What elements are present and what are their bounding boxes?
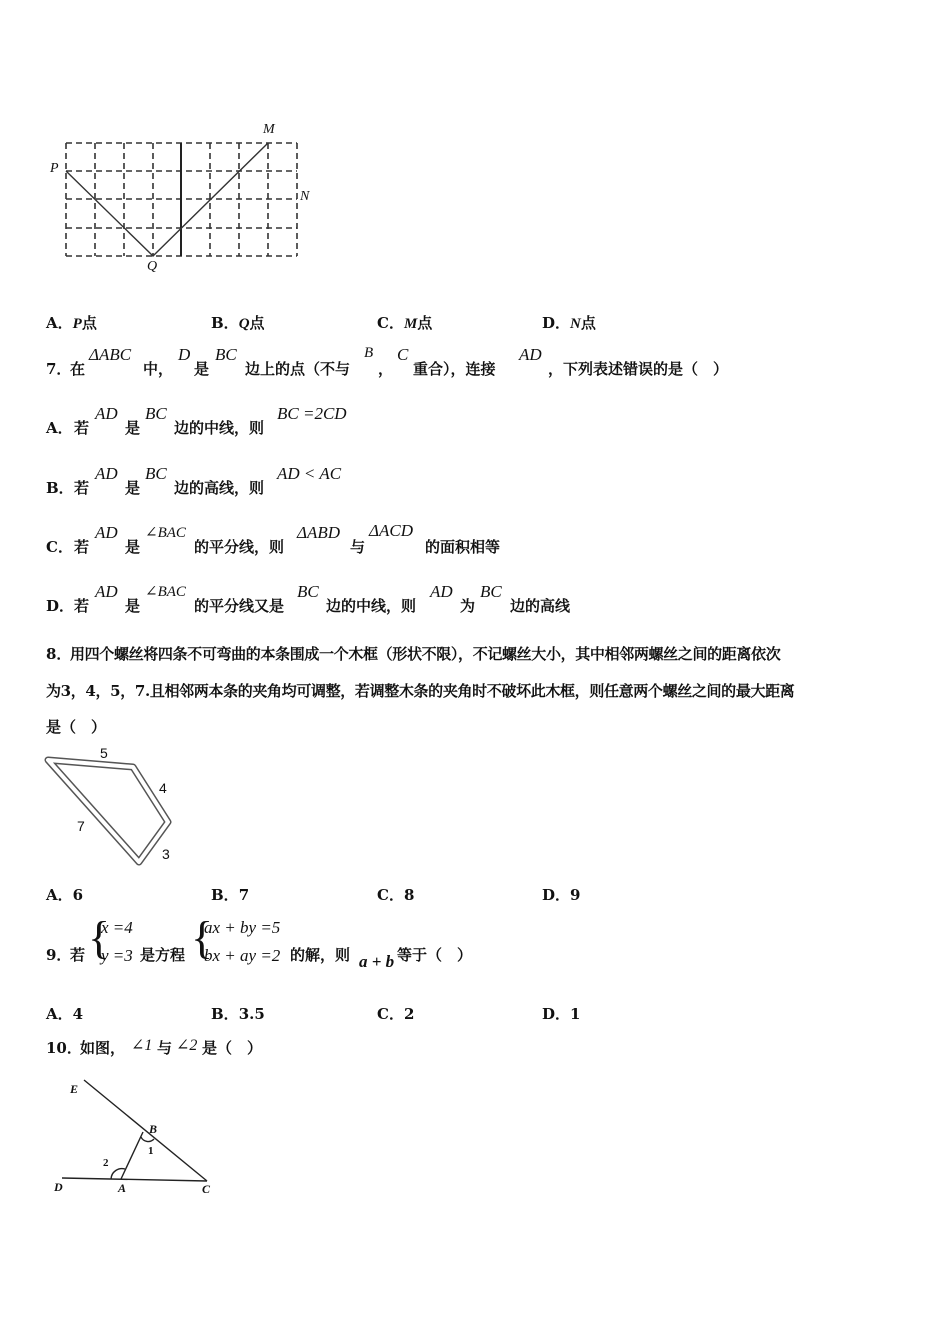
angle-1-label: 1 [148, 1145, 154, 1157]
option-text: 与 [350, 538, 366, 556]
option-value: 4 [72, 1005, 84, 1023]
option-letter: D． [542, 314, 571, 332]
angle-lines [62, 1080, 207, 1181]
option-math: AD < AC [277, 464, 342, 483]
option-value: 2 [403, 1005, 415, 1023]
option-math: ΔACD [369, 521, 413, 540]
option-math: ∠BAC [145, 525, 186, 541]
option-letter: D． [46, 597, 75, 615]
option-letter: D． [542, 1005, 571, 1023]
option-math: AD [95, 464, 118, 483]
option-letter: A． [46, 886, 73, 904]
stem-math: D [178, 345, 191, 364]
option-suffix: 点 [81, 314, 97, 332]
point-n-label: N [300, 189, 310, 204]
question-number: 10． [46, 1039, 82, 1057]
option-math: AD [95, 523, 118, 542]
option-math: BC =2CD [277, 404, 347, 423]
option-text: 若 [74, 419, 90, 437]
question-number: 7． [46, 360, 72, 378]
system-brace-1: { [88, 912, 111, 963]
side-label-5: 5 [100, 745, 108, 761]
side-label-3: 3 [162, 846, 170, 862]
option-letter: A． [46, 419, 73, 437]
option-math: AD [95, 404, 118, 423]
option-point: N [570, 316, 581, 332]
option-letter: B． [211, 1005, 239, 1023]
option-suffix: 点 [249, 314, 265, 332]
option-text: 若 [74, 479, 90, 497]
system-1-eq-2: y =3 [101, 946, 133, 965]
option-text: 若 [74, 538, 90, 556]
option-math: BC [145, 464, 167, 483]
option-text: 边的中线，则 [174, 419, 265, 437]
stem-text: 边上的点（不与 [245, 360, 351, 378]
stem-text: 如图， [80, 1039, 126, 1057]
point-a-label: A [118, 1181, 127, 1195]
stem-text: ， [378, 360, 394, 378]
point-b-label: B [149, 1122, 158, 1136]
option-letter: A． [46, 314, 73, 332]
stem-math: ∠1 [131, 1037, 153, 1054]
side-label-4: 4 [159, 780, 167, 796]
option-text: 是 [125, 419, 141, 437]
option-value: 6 [72, 886, 84, 904]
option-math: AD [430, 582, 453, 601]
stem-math: a + b [359, 952, 395, 971]
stem-math: B [364, 345, 374, 361]
option-math: BC [480, 582, 502, 601]
option-letter: A． [46, 1005, 73, 1023]
stem-text: 重合），连接 [413, 360, 496, 378]
stem-text: 若 [70, 946, 86, 964]
stem-line-3: 是（ ） [46, 718, 107, 736]
point-m-label: M [263, 122, 275, 137]
point-e-label: E [70, 1082, 79, 1096]
option-letter: B． [211, 314, 239, 332]
point-c-label: C [202, 1182, 211, 1196]
stem-text: 在 [70, 360, 86, 378]
point-p-label: P [50, 161, 59, 176]
option-value: 8 [403, 886, 415, 904]
stem-text: 的解，则 [290, 946, 351, 964]
stem-line-1: 用四个螺丝将四条不可弯曲的本条围成一个木框（形状不限），不记螺丝大小，其中相邻两螺丝之间的距离依次 [70, 645, 781, 663]
option-math: ∠BAC [145, 584, 186, 600]
stem-math: C [397, 345, 409, 364]
stem-text: 与 [157, 1039, 173, 1057]
stem-text: 中， [143, 360, 174, 378]
option-value: 9 [570, 886, 581, 904]
option-letter: C． [377, 314, 404, 332]
option-text: 的平分线，则 [194, 538, 285, 556]
option-text: 边的高线 [510, 597, 571, 615]
system-2-eq-1: ax + by =5 [204, 918, 281, 937]
option-value: 1 [570, 1005, 581, 1023]
option-letter: B． [46, 479, 74, 497]
option-point: Q [238, 316, 250, 332]
point-q-label: Q [147, 259, 158, 274]
option-math: ΔABD [297, 523, 341, 542]
system-2-eq-2: bx + ay =2 [204, 946, 281, 965]
option-value: 3.5 [238, 1005, 265, 1023]
system-1-eq-1: x =4 [101, 918, 133, 937]
side-label-7: 7 [77, 818, 85, 834]
option-text: 边的高线，则 [174, 479, 265, 497]
option-value: 7 [238, 886, 250, 904]
option-text: 是 [125, 538, 141, 556]
option-point: M [403, 316, 418, 332]
option-suffix: 点 [580, 314, 596, 332]
option-text: 的平分线又是 [194, 597, 285, 615]
option-text: 若 [74, 597, 90, 615]
angle-2-label: 2 [103, 1157, 109, 1169]
stem-math: BC [215, 345, 237, 364]
option-letter: B． [211, 886, 239, 904]
option-math: BC [145, 404, 167, 423]
question-number: 9． [46, 946, 72, 964]
option-math: BC [297, 582, 319, 601]
stem-text: ，下列表述错误的是（ ） [548, 360, 729, 378]
option-text: 是 [125, 479, 141, 497]
option-letter: C． [46, 538, 73, 556]
option-point: P [72, 316, 82, 332]
option-letter: D． [542, 886, 571, 904]
stem-text: 是 [194, 360, 210, 378]
stem-line-2: 为3，4，5，7.且相邻两本条的夹角均可调整，若调整木条的夹角时不破坏此木框，则任意两个螺丝之间的最大距离 [46, 682, 795, 700]
stem-text: 等于（ ） [397, 946, 473, 964]
option-text: 为 [460, 597, 476, 615]
stem-math: ∠2 [176, 1037, 198, 1054]
option-text: 的面积相等 [425, 538, 501, 556]
question-number: 8． [46, 645, 72, 663]
option-letter: C． [377, 886, 404, 904]
point-d-label: D [54, 1180, 63, 1194]
option-letter: C． [377, 1005, 404, 1023]
option-text: 边的中线，则 [326, 597, 417, 615]
stem-math: AD [519, 345, 542, 364]
option-text: 是 [125, 597, 141, 615]
stem-text: 是方程 [140, 946, 186, 964]
stem-math: ΔABC [89, 345, 132, 364]
option-math: AD [95, 582, 118, 601]
option-suffix: 点 [417, 314, 433, 332]
stem-text: 是（ ） [202, 1039, 263, 1057]
system-brace-2: { [191, 912, 214, 963]
